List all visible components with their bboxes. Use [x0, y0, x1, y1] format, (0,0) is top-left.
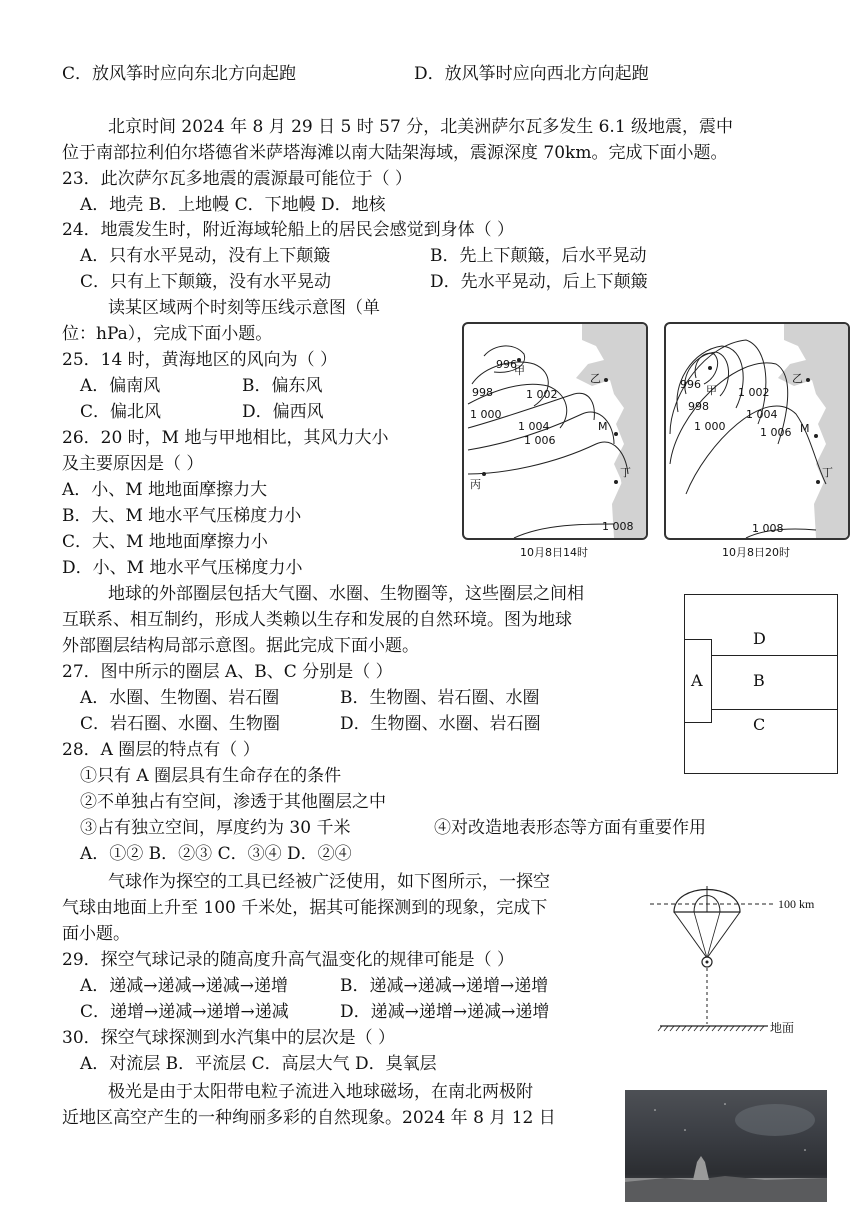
place-label: 丁	[620, 466, 631, 479]
isobar-label: 1 004	[518, 420, 550, 433]
isobar-label: 1 004	[746, 408, 778, 421]
option-a-29: A．递减→递减→递减→递增	[80, 976, 289, 996]
passage-balloon-2: 气球由地面上升至 100 千米处，据其可能探测到的现象，完成下	[62, 898, 548, 918]
question-25: 25．14 时，黄海地区的风向为（ ）	[62, 350, 338, 370]
sphere-label-b: B	[753, 671, 765, 690]
option-d-27: D．生物圈、水圈、岩石圈	[340, 714, 541, 734]
isobar-map-20h	[664, 322, 850, 540]
option-c-26: C．大、M 地地面摩擦力小	[62, 532, 268, 552]
option-c-29: C．递增→递减→递增→递减	[80, 1002, 289, 1022]
option-d-24: D．先水平晃动，后上下颠簸	[430, 272, 648, 292]
options-23: A．地壳 B．上地幔 C．下地幔 D．地核	[80, 195, 386, 215]
passage-aurora-1: 极光是由于太阳带电粒子流进入地球磁场，在南北两极附	[108, 1082, 533, 1102]
options-30: A．对流层 B．平流层 C．高层大气 D．臭氧层	[80, 1054, 437, 1074]
sphere-label-a: A	[691, 671, 703, 690]
isobar-label: 1 002	[738, 386, 770, 399]
passage-spheres-1: 地球的外部圈层包括大气圈、水圈、生物圈等，这些圈层之间相	[108, 584, 584, 604]
place-label: M	[800, 422, 810, 435]
option-c-q22: C．放风筝时应向东北方向起跑	[62, 64, 297, 84]
balloon-diagram	[648, 872, 838, 1036]
option-a-27: A．水圈、生物圈、岩石圈	[80, 688, 280, 708]
isobar-map-14h-svg	[464, 324, 646, 538]
question-29: 29．探空气球记录的随高度升高气温变化的规律可能是（ ）	[62, 950, 515, 970]
isobar-label: 1 000	[694, 420, 726, 433]
option-b-24: B．先上下颠簸，后水平晃动	[430, 246, 647, 266]
isobar-map-14h	[462, 322, 648, 540]
question-28: 28．A 圈层的特点有（ ）	[62, 740, 260, 760]
statement-4-28: ④对改造地表形态等方面有重要作用	[434, 818, 706, 838]
passage-isobar-2: 位：hPa），完成下面小题。	[62, 324, 273, 344]
passage-balloon-1: 气球作为探空的工具已经被广泛使用，如下图所示，一探空	[108, 872, 550, 892]
isobar-label: 996	[496, 358, 517, 371]
passage-earthquake-1: 北京时间 2024 年 8 月 29 日 5 时 57 分，北美洲萨尔瓦多发生 6.1 级地震，震中	[108, 117, 734, 137]
isobar-label: 1 008	[752, 522, 784, 535]
isobar-label: 998	[472, 386, 493, 399]
options-28: A．①② B．②③ C．③④ D．②④	[80, 844, 352, 864]
place-label: 乙	[590, 372, 601, 385]
question-26: 26．20 时，M 地与甲地相比，其风力大小	[62, 428, 389, 448]
passage-isobar-1: 读某区域两个时刻等压线示意图（单	[108, 298, 380, 318]
caption-map-20h: 10月8日20时	[722, 546, 790, 559]
option-a-24: A．只有水平晃动，没有上下颠簸	[80, 246, 331, 266]
statement-2-28: ②不单独占有空间，渗透于其他圈层之中	[80, 792, 386, 812]
isobar-label: 1 000	[470, 408, 502, 421]
isobar-label: 1 006	[524, 434, 556, 447]
question-24: 24．地震发生时，附近海域轮船上的居民会感觉到身体（ ）	[62, 220, 515, 240]
option-b-25: B．偏东风	[242, 376, 323, 396]
passage-earthquake-2: 位于南部拉利伯尔塔德省米萨塔海滩以南大陆架海域，震源深度 70km。完成下面小题。	[62, 143, 728, 163]
option-d-29: D．递减→递增→递减→递增	[340, 1002, 550, 1022]
altitude-label: 100 km	[778, 897, 815, 911]
sphere-label-c: C	[753, 715, 766, 734]
statement-3-28: ③占有独立空间，厚度约为 30 千米	[80, 818, 351, 838]
option-c-25: C．偏北风	[80, 402, 162, 422]
passage-balloon-3: 面小题。	[62, 924, 130, 944]
aurora-photo-svg	[625, 1090, 827, 1202]
option-d-25: D．偏西风	[242, 402, 324, 422]
place-label: M	[598, 420, 608, 433]
question-30: 30．探空气球探测到水汽集中的层次是（ ）	[62, 1028, 396, 1048]
place-label: 丁	[822, 466, 833, 479]
isobar-label: 1 008	[602, 520, 634, 533]
sphere-label-d: D	[753, 629, 766, 648]
passage-spheres-2: 互联系、相互制约，形成人类赖以生存和发展的自然环境。图为地球	[62, 610, 572, 630]
statement-1-28: ①只有 A 圈层具有生命存在的条件	[80, 766, 342, 786]
option-a-25: A．偏南风	[80, 376, 161, 396]
place-label: 甲	[706, 384, 717, 397]
place-label: 乙	[792, 372, 803, 385]
place-label: 甲	[514, 364, 525, 377]
isobar-label: 998	[688, 400, 709, 413]
aurora-photo	[625, 1090, 827, 1202]
isobar-label: 996	[680, 378, 701, 391]
caption-map-14h: 10月8日14时	[520, 546, 588, 559]
passage-spheres-3: 外部圈层结构局部示意图。据此完成下面小题。	[62, 636, 419, 656]
passage-aurora-2: 近地区高空产生的一种绚丽多彩的自然现象。2024 年 8 月 12 日	[62, 1108, 556, 1128]
option-a-26: A．小、M 地地面摩擦力大	[62, 480, 268, 500]
option-c-24: C．只有上下颠簸，没有水平晃动	[80, 272, 332, 292]
sphere-diagram	[684, 594, 838, 774]
option-d-q22: D．放风筝时应向西北方向起跑	[414, 64, 649, 84]
option-b-27: B．生物圈、岩石圈、水圈	[340, 688, 540, 708]
question-23: 23．此次萨尔瓦多地震的震源最可能位于（ ）	[62, 169, 413, 189]
isobar-label: 1 006	[760, 426, 792, 439]
question-27: 27．图中所示的圈层 A、B、C 分别是（ ）	[62, 662, 393, 682]
option-d-26: D．小、M 地水平气压梯度力小	[62, 558, 303, 578]
place-label: 丙	[470, 478, 481, 491]
option-b-26: B．大、M 地水平气压梯度力小	[62, 506, 302, 526]
ground-label: 地面	[770, 1021, 795, 1035]
isobar-label: 1 002	[526, 388, 558, 401]
question-26-cont: 及主要原因是（ ）	[62, 454, 204, 474]
option-b-29: B．递减→递减→递增→递增	[340, 976, 549, 996]
option-c-27: C．岩石圈、水圈、生物圈	[80, 714, 281, 734]
